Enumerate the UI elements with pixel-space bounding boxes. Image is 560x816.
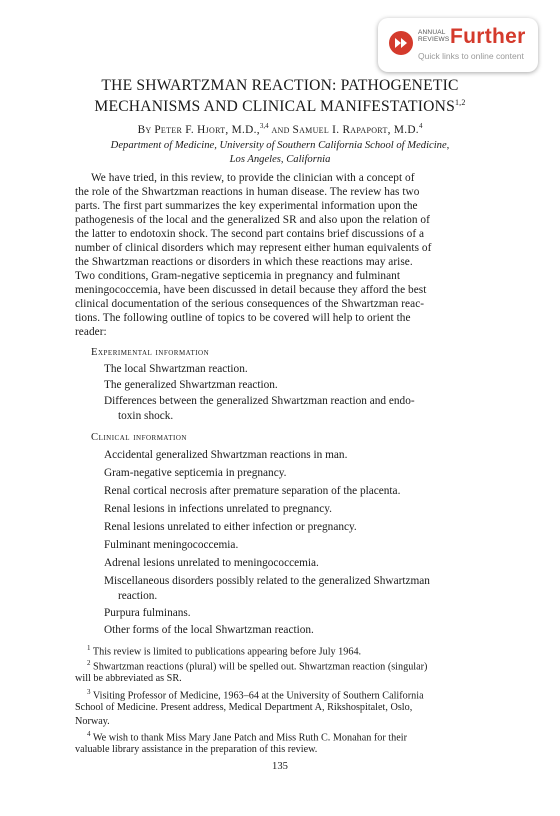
footnote-continuation: valuable library assistance in the preparation of this review.: [75, 744, 318, 755]
outline-heading-experimental: Experimental information: [91, 347, 210, 358]
further-badge[interactable]: [378, 18, 538, 72]
author-2: Samuel I. Rapaport, M.D.: [292, 123, 419, 136]
intro-line: tions. The following outline of topics to be covered will help to orient the: [75, 312, 411, 324]
intro-line: pathogenesis of the local and the generalized SR and also upon the relation of: [75, 214, 430, 226]
list-item: The generalized Shwartzman reaction.: [104, 379, 278, 391]
intro-line: We have tried, in this review, to provide the clinician with a concept of: [91, 172, 415, 184]
footnote-continuation: School of Medicine. Present address, Medical Department A, Rikshospitalet, Oslo,: [75, 702, 413, 713]
list-item: Gram-negative septicemia in pregnancy.: [104, 467, 287, 479]
intro-line: the Shwartzman reactions or disorders in which these reactions may arise.: [75, 256, 413, 268]
article-title: [40, 77, 520, 115]
title-line-1: THE SHWARTZMAN REACTION: PATHOGENETIC: [101, 77, 459, 94]
footnote: $^1$ This review is limited to publications appearing before July 1964.: [87, 644, 362, 658]
list-item: reaction.: [118, 590, 158, 602]
annual-reviews-logo-icon: [388, 30, 414, 56]
list-item: Adrenal lesions unrelated to meningococcemia.: [104, 557, 319, 569]
list-item: Renal cortical necrosis after premature separation of the placenta.: [104, 485, 401, 497]
list-item: Renal lesions unrelated to either infection or pregnancy.: [104, 521, 357, 533]
intro-line: parts. The first part summarizes the key experimental information upon the: [75, 200, 418, 212]
list-item: toxin shock.: [118, 410, 174, 422]
title-line-2: MECHANISMS AND CLINICAL MANIFESTATIONS$^{1,2}$: [94, 98, 466, 116]
author-1: Peter F. Hjort, M.D.,: [154, 123, 260, 136]
footnote: $^3$ Visiting Professor of Medicine, 1963–64 at the University of Southern California: [87, 688, 424, 702]
list-item: Miscellaneous disorders possibly related to the generalized Shwartzman: [104, 575, 430, 587]
intro-line: number of clinical disorders which may represent either human equivalents of: [75, 242, 432, 254]
page-number: 135: [272, 761, 288, 772]
list-item: The local Shwartzman reaction.: [104, 363, 248, 375]
list-item: Renal lesions in infections unrelated to pregnancy.: [104, 503, 332, 515]
intro-line: the latter to endotoxin shock. The second part contains brief discussions of a: [75, 228, 425, 240]
badge-annual-reviews-text: ANNUAL REVIEWS: [418, 29, 450, 43]
intro-line: reader:: [75, 326, 107, 338]
intro-line: meningococcemia, have been discussed in detail because they afford the best: [75, 284, 427, 296]
footnote: $^4$ We wish to thank Miss Mary Jane Patch and Miss Ruth C. Monahan for their: [87, 730, 407, 744]
list-item: Accidental generalized Shwartzman reactions in man.: [104, 449, 348, 461]
list-item: Purpura fulminans.: [104, 607, 191, 619]
outline-heading-clinical: Clinical information: [91, 432, 187, 443]
intro-line: Two conditions, Gram-negative septicemia in pregnancy and fulminant: [75, 270, 401, 282]
badge-further-label: Further: [450, 25, 526, 48]
badge-subtitle: Quick links to online content: [418, 51, 524, 61]
footnote: $^2$ Shwartzman reactions (plural) will be spelled out. Shwartzman reaction (singular): [87, 659, 428, 673]
list-item: Differences between the generalized Shwartzman reaction and endo-: [104, 395, 415, 407]
intro-line: clinical documentation of the serious consequences of the Shwartzman reac-: [75, 298, 425, 310]
author-line: By Peter F. Hjort, M.D.,$^{3,4}$ and Samuel I. Rapaport, M.D.$^4$: [137, 122, 423, 136]
affiliation: Department of Medicine, University of Southern California School of Medicine, Los Angeles, California: [110, 140, 450, 165]
footnote-continuation: will be abbreviated as SR.: [75, 673, 182, 684]
footnote-continuation: Norway.: [75, 716, 110, 727]
list-item: Fulminant meningococcemia.: [104, 539, 239, 551]
intro-line: the role of the Shwartzman reactions in human disease. The review has two: [75, 186, 420, 198]
list-item: Other forms of the local Shwartzman reaction.: [104, 624, 314, 636]
